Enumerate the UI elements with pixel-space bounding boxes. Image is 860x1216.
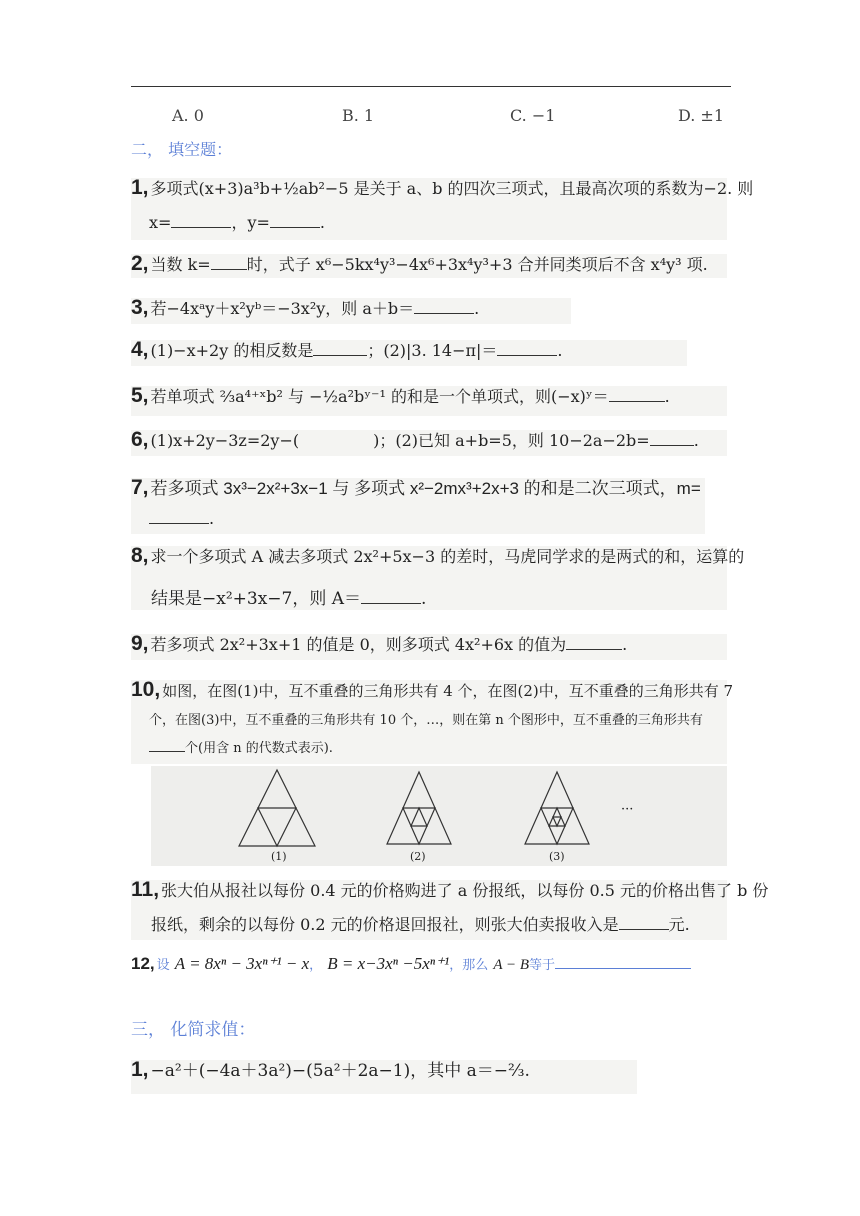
question-11: 11, 张大伯从报社以每份 0.4 元的价格购进了 a 份报纸，以每份 0.5 元的价格出售了 b 份 报纸，剩余的以每份 0.2 元的价格退回报社，则张大伯卖报收入是 元. xyxy=(131,880,727,940)
top-rule xyxy=(131,86,731,87)
question-4-number: 4, xyxy=(131,338,149,361)
question-6-text-2: )；(2)已知 a+b=5，则 10−2a−2b= xyxy=(373,431,650,450)
question-12-number: 12, xyxy=(131,954,155,973)
option-d: D. ±1 xyxy=(678,106,725,125)
question-7-text: 若多项式 3x³−2x²+3x−1 与 多项式 x²−2mx³+2x+3 的和是二次三项式，m= xyxy=(150,479,701,498)
answer-blank[interactable] xyxy=(609,387,665,402)
question-6: 6, (1)x+2y−3z=2y−( )；(2)已知 a+b=5，则 10−2a−2b= . xyxy=(131,430,727,456)
question-7: 7, 若多项式 3x³−2x²+3x−1 与 多项式 x²−2mx³+2x+3 的和是二次三项式，m= . xyxy=(131,478,705,534)
answer-blank[interactable] xyxy=(650,431,694,446)
figure-1-inner-triangle xyxy=(258,808,296,846)
question-4-text-2: ；(2)|3. 14−π|＝ xyxy=(367,341,498,360)
question-2-number: 2, xyxy=(131,252,149,275)
simplify-problem-1 xyxy=(131,1060,637,1094)
question-8: 8, 求一个多项式 A 减去多项式 2x²+5x−3 的差时，马虎同学求的是两式的和，运算的 结果是−x²+3x−7，则 A＝ . xyxy=(131,544,745,609)
section-simplify-heading: 三， 化简求值： xyxy=(131,1020,256,1040)
question-10-number: 10, xyxy=(131,678,161,701)
question-12-expression-b: B = x−3xⁿ −5xⁿ⁺¹ xyxy=(327,954,450,973)
question-8-number: 8, xyxy=(131,544,149,567)
question-2 xyxy=(131,254,727,278)
question-11-text-2: 报纸，剩余的以每份 0.2 元的价格退回报社，则张大伯卖报收入是 xyxy=(151,915,619,934)
question-10-text-3: 个(用含 n 的代数式表示). xyxy=(185,741,333,756)
answer-blank[interactable] xyxy=(270,213,320,228)
question-9-text: 若多项式 2x²+3x+1 的值是 0，则多项式 4x²+6x 的值为 xyxy=(150,635,567,654)
figure-2-label: (2) xyxy=(410,850,426,863)
answer-blank[interactable] xyxy=(313,341,367,356)
answer-blank[interactable] xyxy=(566,635,622,650)
question-11-number: 11, xyxy=(131,878,160,901)
question-12-middle-text: ，那么 xyxy=(449,958,489,973)
option-a: A. 0 xyxy=(172,106,204,125)
triangle-figure xyxy=(151,766,727,866)
question-2-text-2: 时，式子 x⁶−5kx⁴y³−4x⁶+3x⁴y³+3 合并同类项后不含 x⁴y³ 项. xyxy=(246,255,708,274)
triangle-figure-svg xyxy=(151,766,727,866)
option-b: B. 1 xyxy=(342,106,375,125)
question-3-text: 若−4xᵃy＋x²yᵇ＝−3x²y，则 a＋b＝ xyxy=(150,299,415,318)
question-8-text-2: 结果是−x²+3x−7，则 A＝ xyxy=(151,589,362,609)
question-5-number: 5, xyxy=(131,384,149,407)
answer-blank[interactable] xyxy=(149,737,185,752)
figure-3-label: (3) xyxy=(549,850,565,863)
option-c: C. −1 xyxy=(510,106,556,125)
simplify-problem-1-text: −a²＋(−4a＋3a²)−(5a²＋2a−1)，其中 a＝−⅔. xyxy=(150,1061,530,1081)
question-12-expression-a: A = 8xⁿ − 3xⁿ⁺¹ − x xyxy=(174,954,310,973)
question-9: 9, 若多项式 2x²+3x+1 的值是 0，则多项式 4x²+6x 的值为 . xyxy=(131,634,727,660)
question-12-a-minus-b: A − B xyxy=(493,957,530,973)
question-4-text: (1)−x+2y 的相反数是 xyxy=(150,341,314,360)
answer-blank[interactable] xyxy=(414,299,474,314)
question-6-text: (1)x+2y−3z=2y−( xyxy=(150,431,300,450)
question-10 xyxy=(131,678,734,764)
question-1: 1, 多项式(x+3)a³b+½ab²−5 是关于 a、b 的四次三项式，且最高次项的系数为−2. 则 x= ，y= . xyxy=(131,178,727,240)
figure-1-label: (1) xyxy=(271,850,287,863)
question-1-text: 多项式(x+3)a³b+½ab²−5 是关于 a、b 的四次三项式，且最高次项的系数为−2. 则 xyxy=(150,179,754,198)
question-6-number: 6, xyxy=(131,428,149,451)
answer-blank[interactable] xyxy=(497,341,557,356)
answer-blank[interactable] xyxy=(619,915,669,930)
answer-blank[interactable] xyxy=(361,589,421,604)
figure-3-smallest-triangle xyxy=(553,817,561,826)
question-5: 5, 若单项式 ⅔a⁴⁺ˣb² 与 −½a²bʸ⁻¹ 的和是一个单项式，则(−x)ʸ＝ . xyxy=(131,386,727,416)
question-10-text-2: 个，在图(3)中，互不重叠的三角形共有 10 个，…，则在第 n 个图形中，互不重叠的三角形共有 xyxy=(149,713,703,728)
question-1-x-label: x= xyxy=(149,213,172,232)
section-fill-blank-heading: 二， 填空题： xyxy=(131,140,233,159)
question-12: 12, 设 A = 8xⁿ − 3xⁿ⁺¹ − x， B = x−3xⁿ −5xⁿ⁺¹，那么 A − B等于 xyxy=(131,954,731,976)
answer-blank[interactable] xyxy=(211,255,247,270)
question-7-number: 7, xyxy=(131,476,149,499)
question-8-text: 求一个多项式 A 减去多项式 2x²+5x−3 的差时，马虎同学求的是两式的和，运算的 xyxy=(150,547,745,566)
simplify-problem-1-number: 1, xyxy=(131,1058,149,1081)
question-10-text: 如图，在图(1)中，互不重叠的三角形共有 4 个，在图(2)中，互不重叠的三角形共有 7 xyxy=(162,682,734,700)
answer-blank[interactable] xyxy=(171,213,231,228)
question-12-suffix: 等于 xyxy=(529,958,556,973)
answer-blank[interactable] xyxy=(149,509,209,524)
question-5-text: 若单项式 ⅔a⁴⁺ˣb² 与 −½a²bʸ⁻¹ 的和是一个单项式，则(−x)ʸ＝ xyxy=(150,387,609,406)
figure-2-innermost-triangle xyxy=(411,808,427,826)
question-11-text: 张大伯从报社以每份 0.4 元的价格购进了 a 份报纸，以每份 0.5 元的价格出售了 b 份 xyxy=(161,881,769,900)
question-9-number: 9, xyxy=(131,632,149,655)
figure-ellipsis: ··· xyxy=(621,802,634,817)
question-1-number: 1, xyxy=(131,176,149,199)
question-3: 3, 若−4xᵃy＋x²yᵇ＝−3x²y，则 a＋b＝ . xyxy=(131,298,571,324)
question-3-number: 3, xyxy=(131,296,149,319)
answer-blank[interactable] xyxy=(555,954,691,969)
question-2-text: 当数 k= xyxy=(150,255,211,274)
question-4: 4, (1)−x+2y 的相反数是 ；(2)|3. 14−π|＝ . xyxy=(131,340,687,366)
question-12-prefix: 设 xyxy=(156,958,170,973)
question-1-y-label: ，y= xyxy=(231,213,270,232)
